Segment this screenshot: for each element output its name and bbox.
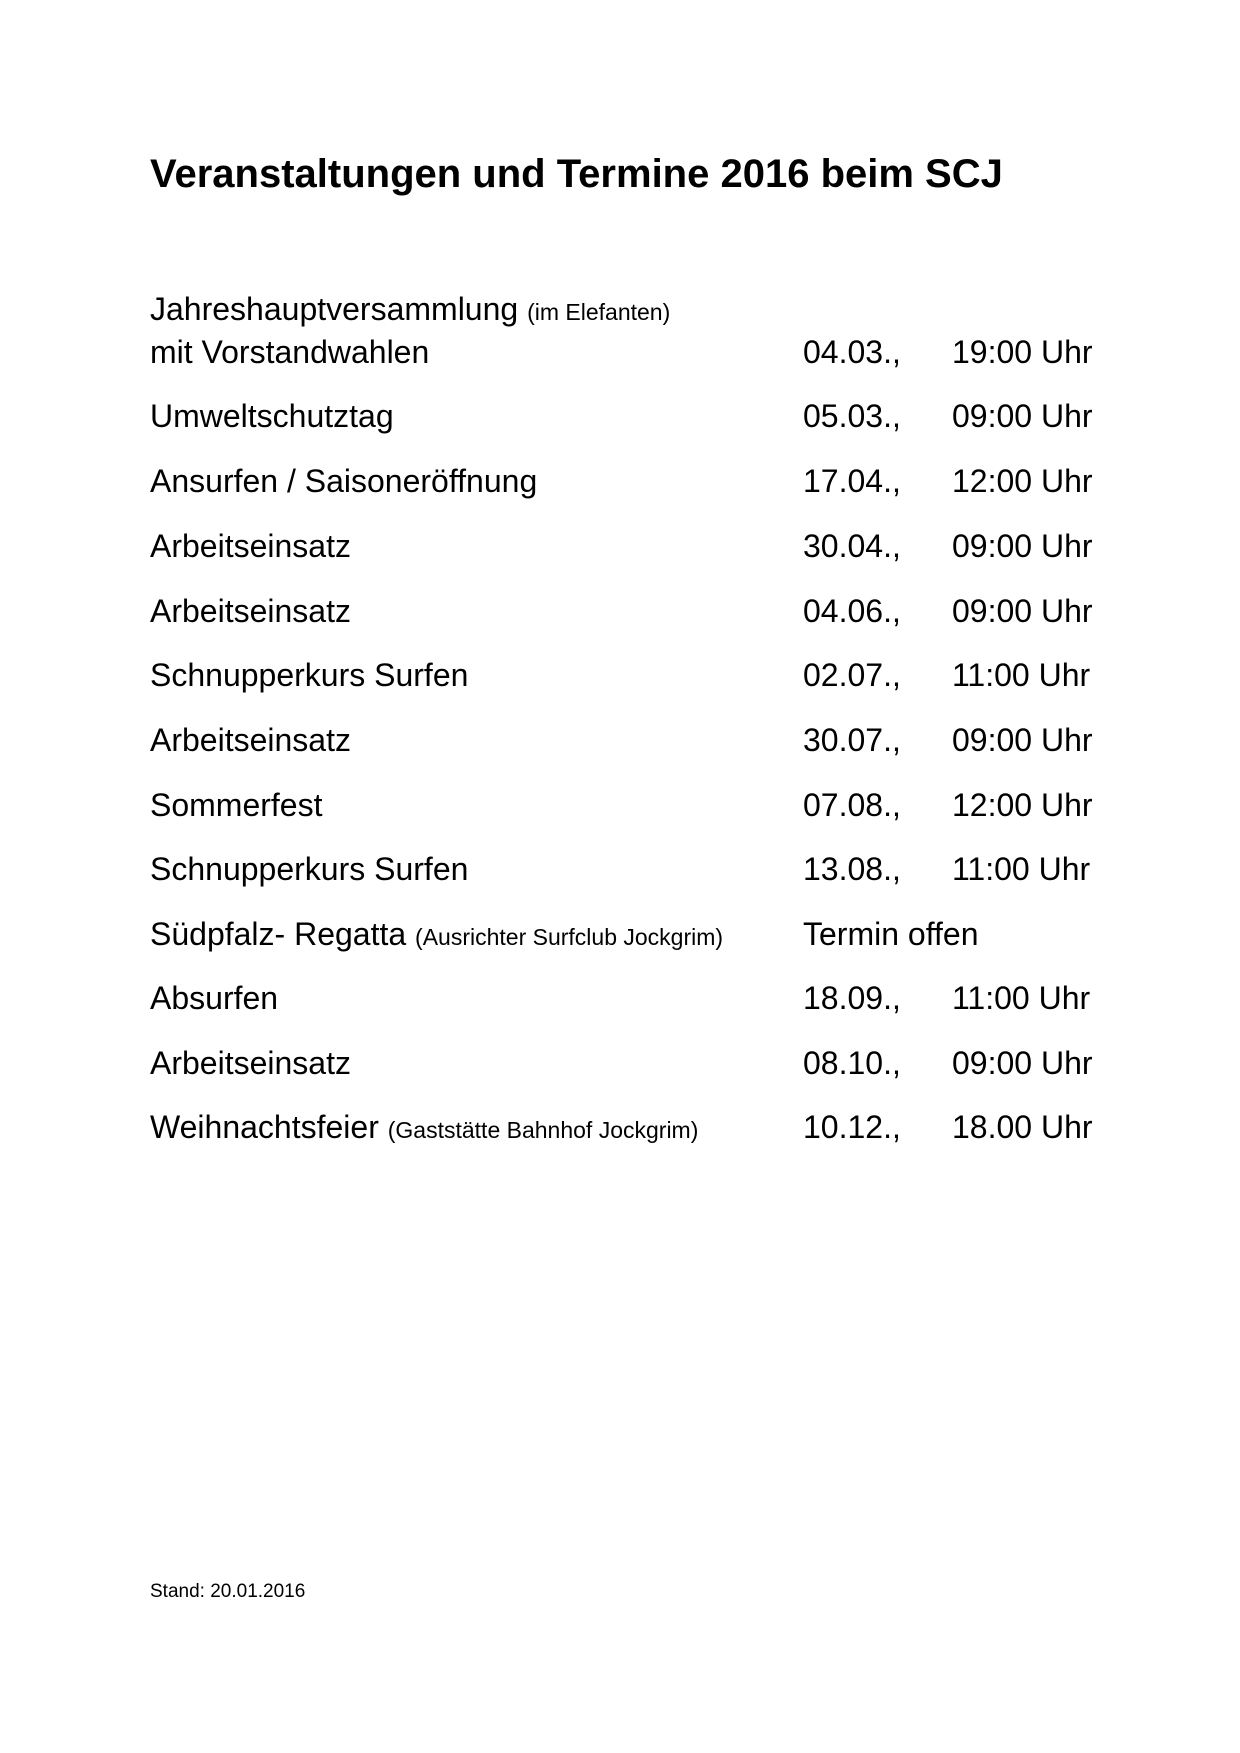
- event-date: 04.06.,: [803, 593, 901, 629]
- event-date-open: Termin offen: [803, 916, 979, 952]
- event-time: 12:00 Uhr: [952, 787, 1093, 823]
- event-date: 07.08.,: [803, 787, 901, 823]
- event-note: (im Elefanten): [527, 299, 671, 325]
- event-time: 12:00 Uhr: [952, 463, 1093, 499]
- event-row-schnupperkurs: [150, 655, 1130, 695]
- event-time: 09:00 Uhr: [952, 722, 1093, 758]
- event-title: Arbeitseinsatz: [150, 722, 351, 758]
- event-date: 08.10.,: [803, 1045, 901, 1081]
- event-time: 09:00 Uhr: [952, 1045, 1093, 1081]
- event-row-jahreshauptversammlung: [150, 289, 1130, 329]
- event-title: Jahreshauptversammlung: [150, 291, 519, 327]
- event-time: 11:00 Uhr: [952, 657, 1091, 693]
- event-title: Weihnachtsfeier: [150, 1109, 379, 1145]
- event-row-arbeitseinsatz: [150, 526, 1130, 566]
- event-time: 18.00 Uhr: [952, 1109, 1093, 1145]
- event-note: (Gaststätte Bahnhof Jockgrim): [387, 1117, 699, 1143]
- event-row-schnupperkurs: [150, 849, 1130, 889]
- event-row-umweltschutztag: [150, 396, 1130, 436]
- event-title: Sommerfest: [150, 787, 323, 823]
- event-time: 09:00 Uhr: [952, 593, 1093, 629]
- event-title: mit Vorstandwahlen: [150, 334, 430, 370]
- event-date: 04.03.,: [803, 334, 901, 370]
- event-date: 18.09.,: [803, 980, 901, 1016]
- event-row-vorstandwahlen: [150, 332, 1130, 372]
- event-title: Ansurfen / Saisoneröffnung: [150, 463, 538, 499]
- event-row-arbeitseinsatz: [150, 1043, 1130, 1083]
- event-time: 11:00 Uhr: [952, 851, 1091, 887]
- event-time: 09:00 Uhr: [952, 528, 1093, 564]
- event-name: [150, 1107, 698, 1150]
- event-title: Umweltschutztag: [150, 398, 394, 434]
- event-time: 09:00 Uhr: [952, 398, 1093, 434]
- event-title: Arbeitseinsatz: [150, 1045, 351, 1081]
- event-date: 13.08.,: [803, 851, 901, 887]
- event-row-regatta: [150, 914, 1130, 954]
- event-date: 10.12.,: [803, 1109, 901, 1145]
- page-title: Veranstaltungen und Termine 2016 beim SCJ: [150, 152, 1003, 196]
- event-date: 30.04.,: [803, 528, 901, 564]
- event-row-sommerfest: [150, 785, 1130, 825]
- event-date: 05.03.,: [803, 398, 901, 434]
- event-title: Schnupperkurs Surfen: [150, 657, 469, 693]
- event-date: 30.07.,: [803, 722, 901, 758]
- stand-date: Stand: 20.01.2016: [150, 1581, 306, 1602]
- event-name: [150, 289, 670, 332]
- event-title: Arbeitseinsatz: [150, 593, 351, 629]
- event-time: 11:00 Uhr: [952, 980, 1091, 1016]
- event-title: Schnupperkurs Surfen: [150, 851, 469, 887]
- event-date: 17.04.,: [803, 463, 901, 499]
- event-note: (Ausrichter Surfclub Jockgrim): [415, 924, 724, 950]
- event-row-ansurfen: [150, 461, 1130, 501]
- event-row-absurfen: [150, 978, 1130, 1018]
- event-date: 02.07.,: [803, 657, 901, 693]
- event-title: Arbeitseinsatz: [150, 528, 351, 564]
- event-row-weihnachtsfeier: [150, 1107, 1130, 1147]
- event-row-arbeitseinsatz: [150, 591, 1130, 631]
- event-row-arbeitseinsatz: [150, 720, 1130, 760]
- event-time: 19:00 Uhr: [952, 334, 1093, 370]
- event-title: Absurfen: [150, 980, 279, 1016]
- event-name: [150, 914, 723, 957]
- event-title: Südpfalz- Regatta: [150, 916, 407, 952]
